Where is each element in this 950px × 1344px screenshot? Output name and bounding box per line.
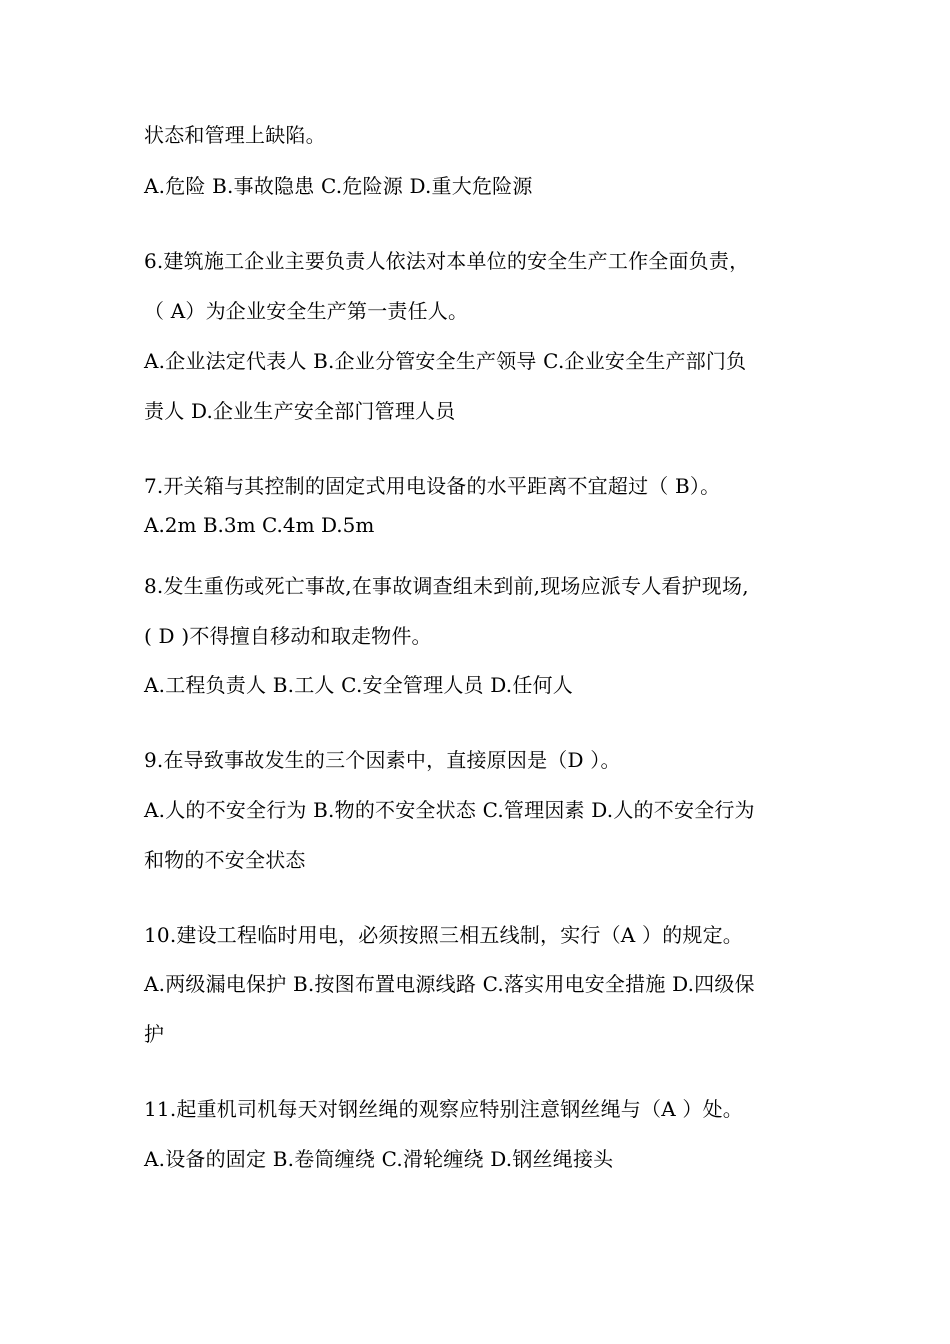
text-line: （ A）为企业安全生产第一责任人。: [144, 299, 469, 323]
answer-options: A.工程负责人 B.工人 C.安全管理人员 D.任何人: [144, 673, 573, 697]
answer-options: 和物的不安全状态: [144, 848, 306, 872]
answer-options: A.两级漏电保护 B.按图布置电源线路 C.落实用电安全措施 D.四级保: [144, 972, 755, 996]
answer-options: A.2m B.3m C.4m D.5m: [144, 513, 375, 537]
text-line: 状态和管理上缺陷。: [144, 123, 326, 147]
text-line: ( D )不得擅自移动和取走物件。: [144, 624, 432, 648]
question-7: 7.开关箱与其控制的固定式用电设备的水平距离不宜超过（ B）。: [144, 474, 721, 498]
question-9: 9.在导致事故发生的三个因素中，直接原因是（D ）。: [144, 748, 621, 772]
answer-options: A.设备的固定 B.卷筒缠绕 C.滑轮缠绕 D.钢丝绳接头: [144, 1147, 614, 1171]
answer-options: 护: [144, 1022, 165, 1046]
answer-options: 责人 D.企业生产安全部门管理人员: [144, 399, 456, 423]
question-8: 8.发生重伤或死亡事故,在事故调查组未到前,现场应派专人看护现场,: [144, 574, 749, 598]
question-10: 10.建设工程临时用电，必须按照三相五线制，实行（A ）的规定。: [144, 923, 744, 947]
question-6: 6.建筑施工企业主要负责人依法对本单位的安全生产工作全面负责，: [144, 249, 750, 273]
answer-options: A.企业法定代表人 B.企业分管安全生产领导 C.企业安全生产部门负: [144, 349, 747, 373]
question-11: 11.起重机司机每天对钢丝绳的观察应特别注意钢丝绳与（A ）处。: [144, 1097, 744, 1121]
answer-options: A.人的不安全行为 B.物的不安全状态 C.管理因素 D.人的不安全行为: [144, 798, 755, 822]
answer-options: A.危险 B.事故隐患 C.危险源 D.重大危险源: [144, 174, 533, 198]
